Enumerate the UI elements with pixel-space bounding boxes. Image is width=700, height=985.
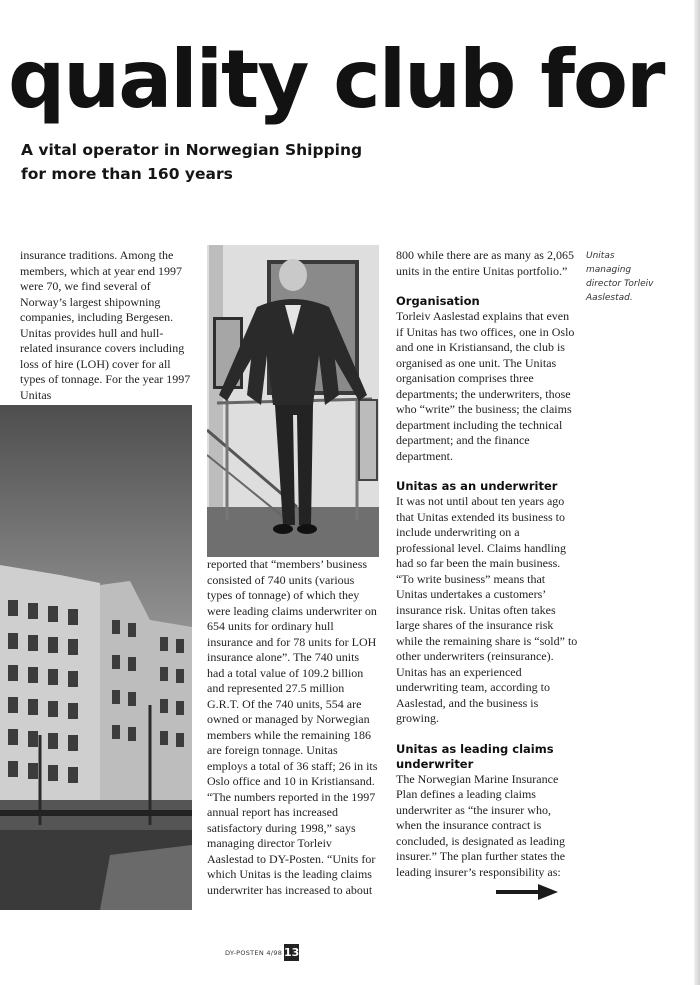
section-text-organisation: Torleiv Aaslestad explains that even if Unitas has two offices, one in Oslo and one in Kristiansand, the club is organised as one unit. The Unitas organisation comprises three departments; the underwriters, those who “write” the business; the claims department including the technical department; and the finance department. [396,309,575,463]
caption-line: Unitas [586,251,615,261]
article-column-2 [207,557,379,898]
caption-line: Aaslestad. [586,293,633,303]
building-photo [0,405,192,910]
subheadline [21,138,381,186]
article-column-3 [396,248,578,880]
section-text-underwriter: It was not until about ten years ago that Unitas extended its business to include underwriting on a professional level. Claims handling had so far been the main business. “To write business” means that Unitas undertakes a customers’ insurance risk. Unitas often takes large shares of the insurance risk while the remaining share is “sold” to other underwriters (reinsurance). Unitas has an experienced underwriting team, according to Aaslestad, and the business is growing. [396,494,578,725]
column-3-intro: 800 while there are as many as 2,065 units in the entire Unitas portfolio.” [396,248,574,278]
column-1-text: insurance traditions. Among the members, which at year end 1997 were 70, we find several of Norway’s largest shipowning companies, including Bergesen. Unitas provides hull and hull-related insurance covers including loss of hire (LOH) cover for all types of tonnage. For the year 1997 Unitas [20,248,191,402]
headline: quality club for [8,33,664,126]
subhead-line-1: A vital operator in Norwegian Shipping [21,141,363,159]
page-edge-shadow [694,0,700,985]
section-text-leading-claims: The Norwegian Marine Insurance Plan defines a leading claims underwriter as “the insurer who, when the insurance contract is concluded, is designated as leading insurer.” The plan further states the leading insurer’s responsibility as: [396,771,566,879]
article-column-1 [20,248,192,403]
footer-publication: DY-POSTEN 4/98 [225,949,283,957]
photo-caption [586,249,676,305]
portrait-illustration [207,245,379,557]
continue-arrow-icon [496,884,558,900]
caption-line: managing [586,265,632,275]
building-illustration [0,405,192,910]
page-number: 13 [284,946,300,959]
section-heading-underwriter: Unitas as an underwriter [396,479,558,493]
section-heading-organisation: Organisation [396,294,480,308]
subhead-line-2: for more than 160 years [21,165,233,183]
section-heading-leading-claims: Unitas as leading claims underwriter [396,741,554,771]
portrait-photo [207,245,379,557]
caption-line: director Torleiv [586,279,654,289]
column-2-text: reported that “members’ business consisted of 740 units (various types of tonnage) of which they were leading claims underwriter on 654 units for ordinary hull insurance and for 78 units for LOH insurance alone”. The 740 units had a total value of 109.2 billion and represented 27.5 million G.R.T. Of the 740 units, 554 are owned or managed by Norwegian members while the remaining 186 are foreign tonnage. Unitas employs a total of 36 staff; 26 in its Oslo office and 10 in Kristiansand. “The numbers reported in the 1997 annual report has increased satisfactory during 1998,” says managing director Torleiv Aaslestad to DY-Posten. “Units for which Unitas is the leading claims underwriter has increased to about [207,557,378,897]
